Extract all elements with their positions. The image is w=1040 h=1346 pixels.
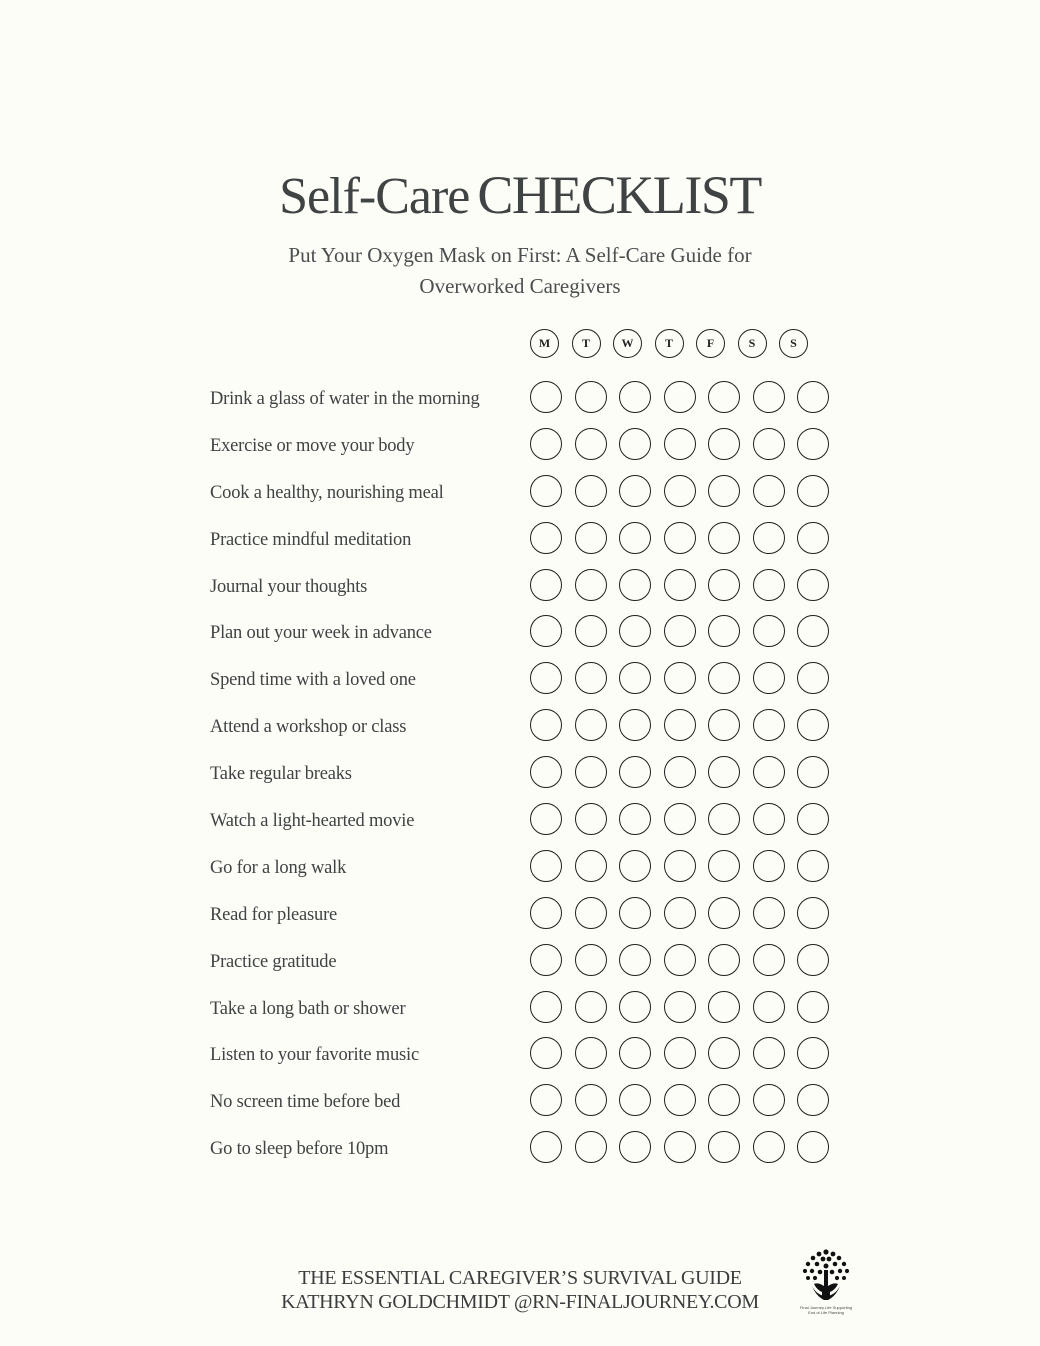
day-checkbox[interactable] xyxy=(530,1084,562,1116)
day-label-3: T xyxy=(655,329,684,358)
day-checkbox[interactable] xyxy=(797,897,829,929)
checklist-row xyxy=(210,1079,840,1126)
task-label: Drink a glass of water in the morning xyxy=(210,388,480,409)
day-checkbox[interactable] xyxy=(619,615,651,647)
day-checkbox[interactable] xyxy=(619,1131,651,1163)
day-checkbox[interactable] xyxy=(664,944,696,976)
task-label: Take regular breaks xyxy=(210,764,352,785)
day-checkboxes xyxy=(530,803,829,835)
day-checkbox[interactable] xyxy=(575,709,607,741)
day-checkbox[interactable] xyxy=(753,803,785,835)
checklist-row xyxy=(210,1126,840,1173)
day-checkbox[interactable] xyxy=(530,662,562,694)
task-label: Watch a light-hearted movie xyxy=(210,810,415,831)
day-checkbox[interactable] xyxy=(575,1084,607,1116)
day-checkbox[interactable] xyxy=(619,991,651,1023)
day-label-1: T xyxy=(572,329,601,358)
task-label: Read for pleasure xyxy=(210,904,338,925)
day-checkbox[interactable] xyxy=(797,756,829,788)
checklist-row xyxy=(210,470,840,517)
day-checkbox[interactable] xyxy=(530,1131,562,1163)
task-label: Go to sleep before 10pm xyxy=(210,1139,389,1160)
checklist-row xyxy=(210,798,840,845)
day-checkbox[interactable] xyxy=(708,1037,740,1069)
day-checkboxes xyxy=(530,381,829,413)
title-self-care: Self-Care xyxy=(279,168,470,225)
day-checkbox[interactable] xyxy=(753,522,785,554)
day-checkbox[interactable] xyxy=(530,944,562,976)
checklist-row xyxy=(210,564,840,611)
day-checkbox[interactable] xyxy=(530,709,562,741)
day-checkbox[interactable] xyxy=(753,662,785,694)
day-checkbox[interactable] xyxy=(575,569,607,601)
day-checkbox[interactable] xyxy=(530,1037,562,1069)
day-checkbox[interactable] xyxy=(664,1131,696,1163)
checklist-row xyxy=(210,610,840,657)
day-checkbox[interactable] xyxy=(708,991,740,1023)
checklist-row xyxy=(210,517,840,564)
day-checkbox[interactable] xyxy=(708,569,740,601)
day-label-2: W xyxy=(613,329,642,358)
day-checkbox[interactable] xyxy=(708,897,740,929)
day-checkbox[interactable] xyxy=(708,756,740,788)
day-checkbox[interactable] xyxy=(797,1037,829,1069)
day-checkbox[interactable] xyxy=(708,381,740,413)
day-checkboxes xyxy=(530,756,829,788)
day-checkboxes xyxy=(530,897,829,929)
day-checkbox[interactable] xyxy=(664,1084,696,1116)
day-checkbox[interactable] xyxy=(664,850,696,882)
day-checkbox[interactable] xyxy=(753,1131,785,1163)
day-checkbox[interactable] xyxy=(753,615,785,647)
day-checkboxes xyxy=(530,991,829,1023)
day-checkbox[interactable] xyxy=(753,850,785,882)
day-checkbox[interactable] xyxy=(797,709,829,741)
day-checkbox[interactable] xyxy=(619,944,651,976)
footer-guide-title: THE ESSENTIAL CAREGIVER’S SURVIVAL GUIDE xyxy=(298,1267,742,1289)
task-label: Practice mindful meditation xyxy=(210,529,412,550)
day-checkbox[interactable] xyxy=(753,897,785,929)
day-checkbox[interactable] xyxy=(708,709,740,741)
task-label: Journal your thoughts xyxy=(210,576,368,597)
day-checkbox[interactable] xyxy=(797,475,829,507)
task-label: No screen time before bed xyxy=(210,1092,401,1113)
day-checkbox[interactable] xyxy=(575,381,607,413)
day-checkboxes xyxy=(530,662,829,694)
task-label: Exercise or move your body xyxy=(210,435,415,456)
day-checkbox[interactable] xyxy=(619,662,651,694)
day-checkbox[interactable] xyxy=(753,475,785,507)
checklist-row xyxy=(210,939,840,986)
day-checkbox[interactable] xyxy=(575,662,607,694)
day-checkbox[interactable] xyxy=(575,991,607,1023)
checklist-row xyxy=(210,986,840,1033)
day-checkbox[interactable] xyxy=(664,615,696,647)
day-checkbox[interactable] xyxy=(575,944,607,976)
day-checkbox[interactable] xyxy=(753,944,785,976)
day-checkbox[interactable] xyxy=(619,1037,651,1069)
day-checkbox[interactable] xyxy=(619,475,651,507)
day-checkbox[interactable] xyxy=(797,615,829,647)
task-label: Listen to your favorite music xyxy=(210,1045,419,1066)
day-checkbox[interactable] xyxy=(664,897,696,929)
day-checkbox[interactable] xyxy=(619,428,651,460)
checklist-row xyxy=(210,892,840,939)
day-label-4: F xyxy=(696,329,725,358)
day-checkboxes xyxy=(530,944,829,976)
task-label: Take a long bath or shower xyxy=(210,998,406,1019)
day-checkbox[interactable] xyxy=(575,475,607,507)
day-checkbox[interactable] xyxy=(530,897,562,929)
day-checkbox[interactable] xyxy=(797,569,829,601)
footer-author-credit: KATHRYN GOLDCHMIDT @RN-FINALJOURNEY.COM xyxy=(281,1291,759,1313)
day-checkbox[interactable] xyxy=(530,991,562,1023)
day-checkbox[interactable] xyxy=(797,991,829,1023)
checklist xyxy=(210,376,840,1173)
day-checkbox[interactable] xyxy=(753,1037,785,1069)
day-checkboxes xyxy=(530,615,829,647)
checklist-row xyxy=(210,751,840,798)
day-checkbox[interactable] xyxy=(708,475,740,507)
page-subtitle: Put Your Oxygen Mask on First: A Self-Care Guide for Overworked Caregivers xyxy=(288,243,752,298)
day-checkbox[interactable] xyxy=(575,428,607,460)
day-checkbox[interactable] xyxy=(530,803,562,835)
task-label: Plan out your week in advance xyxy=(210,623,432,644)
day-checkbox[interactable] xyxy=(753,709,785,741)
day-checkboxes xyxy=(530,1037,829,1069)
day-checkbox[interactable] xyxy=(708,1084,740,1116)
day-checkbox[interactable] xyxy=(575,1131,607,1163)
day-checkbox[interactable] xyxy=(664,662,696,694)
day-checkbox[interactable] xyxy=(753,381,785,413)
day-checkbox[interactable] xyxy=(619,709,651,741)
day-checkbox[interactable] xyxy=(530,850,562,882)
day-checkbox[interactable] xyxy=(708,803,740,835)
day-checkboxes xyxy=(530,709,829,741)
day-checkbox[interactable] xyxy=(797,850,829,882)
day-checkbox[interactable] xyxy=(575,1037,607,1069)
day-checkbox[interactable] xyxy=(619,803,651,835)
day-checkbox[interactable] xyxy=(708,428,740,460)
day-checkbox[interactable] xyxy=(530,756,562,788)
day-checkboxes xyxy=(530,1084,829,1116)
day-checkbox[interactable] xyxy=(619,1084,651,1116)
day-checkbox[interactable] xyxy=(575,615,607,647)
day-checkbox[interactable] xyxy=(575,522,607,554)
day-checkbox[interactable] xyxy=(797,944,829,976)
task-label: Cook a healthy, nourishing meal xyxy=(210,482,444,503)
task-label: Practice gratitude xyxy=(210,951,337,972)
title-checklist: CHECKLIST xyxy=(477,165,761,225)
day-checkbox[interactable] xyxy=(797,662,829,694)
day-checkbox[interactable] xyxy=(797,428,829,460)
checklist-row xyxy=(210,1032,840,1079)
day-checkbox[interactable] xyxy=(753,1084,785,1116)
day-checkboxes xyxy=(530,1131,829,1163)
day-checkboxes xyxy=(530,850,829,882)
day-checkbox[interactable] xyxy=(797,1084,829,1116)
day-checkbox[interactable] xyxy=(619,756,651,788)
day-label-0: M xyxy=(530,329,559,358)
day-checkbox[interactable] xyxy=(530,381,562,413)
day-checkbox[interactable] xyxy=(708,662,740,694)
day-checkbox[interactable] xyxy=(708,850,740,882)
day-checkbox[interactable] xyxy=(619,522,651,554)
day-label-6: S xyxy=(779,329,808,358)
day-checkbox[interactable] xyxy=(797,381,829,413)
day-checkboxes xyxy=(530,569,829,601)
day-checkbox[interactable] xyxy=(575,756,607,788)
day-checkbox[interactable] xyxy=(664,522,696,554)
day-checkbox[interactable] xyxy=(619,569,651,601)
day-checkbox[interactable] xyxy=(664,475,696,507)
day-checkbox[interactable] xyxy=(664,991,696,1023)
task-label: Go for a long walk xyxy=(210,857,347,878)
day-checkbox[interactable] xyxy=(753,569,785,601)
day-checkbox[interactable] xyxy=(708,944,740,976)
logo-caption: Final Journey Life Supporting End of Life Planning xyxy=(799,1305,853,1315)
day-checkbox[interactable] xyxy=(664,381,696,413)
checklist-row xyxy=(210,376,840,423)
day-checkboxes xyxy=(530,475,829,507)
day-header-row xyxy=(530,329,808,358)
checklist-row xyxy=(210,704,840,751)
day-label-5: S xyxy=(738,329,767,358)
day-checkbox[interactable] xyxy=(530,569,562,601)
day-checkbox[interactable] xyxy=(575,803,607,835)
day-checkbox[interactable] xyxy=(530,475,562,507)
checklist-row xyxy=(210,423,840,470)
day-checkboxes xyxy=(530,522,829,554)
checklist-row xyxy=(210,657,840,704)
day-checkbox[interactable] xyxy=(664,756,696,788)
day-checkbox[interactable] xyxy=(753,991,785,1023)
day-checkboxes xyxy=(530,428,829,460)
day-checkbox[interactable] xyxy=(664,428,696,460)
day-checkbox[interactable] xyxy=(797,1131,829,1163)
task-label: Spend time with a loved one xyxy=(210,670,416,691)
day-checkbox[interactable] xyxy=(575,850,607,882)
day-checkbox[interactable] xyxy=(575,897,607,929)
checklist-row xyxy=(210,845,840,892)
page-title xyxy=(0,165,1040,225)
day-checkbox[interactable] xyxy=(664,1037,696,1069)
day-checkbox[interactable] xyxy=(530,522,562,554)
day-checkbox[interactable] xyxy=(664,803,696,835)
day-checkbox[interactable] xyxy=(753,756,785,788)
footer xyxy=(240,1266,800,1314)
day-checkbox[interactable] xyxy=(708,522,740,554)
day-checkbox[interactable] xyxy=(530,428,562,460)
day-checkbox[interactable] xyxy=(619,381,651,413)
day-checkbox[interactable] xyxy=(797,522,829,554)
day-checkbox[interactable] xyxy=(530,615,562,647)
day-checkbox[interactable] xyxy=(797,803,829,835)
day-checkbox[interactable] xyxy=(664,709,696,741)
day-checkbox[interactable] xyxy=(753,428,785,460)
day-checkbox[interactable] xyxy=(619,897,651,929)
day-checkbox[interactable] xyxy=(708,1131,740,1163)
task-label: Attend a workshop or class xyxy=(210,717,407,738)
day-checkbox[interactable] xyxy=(708,615,740,647)
day-checkbox[interactable] xyxy=(619,850,651,882)
day-checkbox[interactable] xyxy=(664,569,696,601)
